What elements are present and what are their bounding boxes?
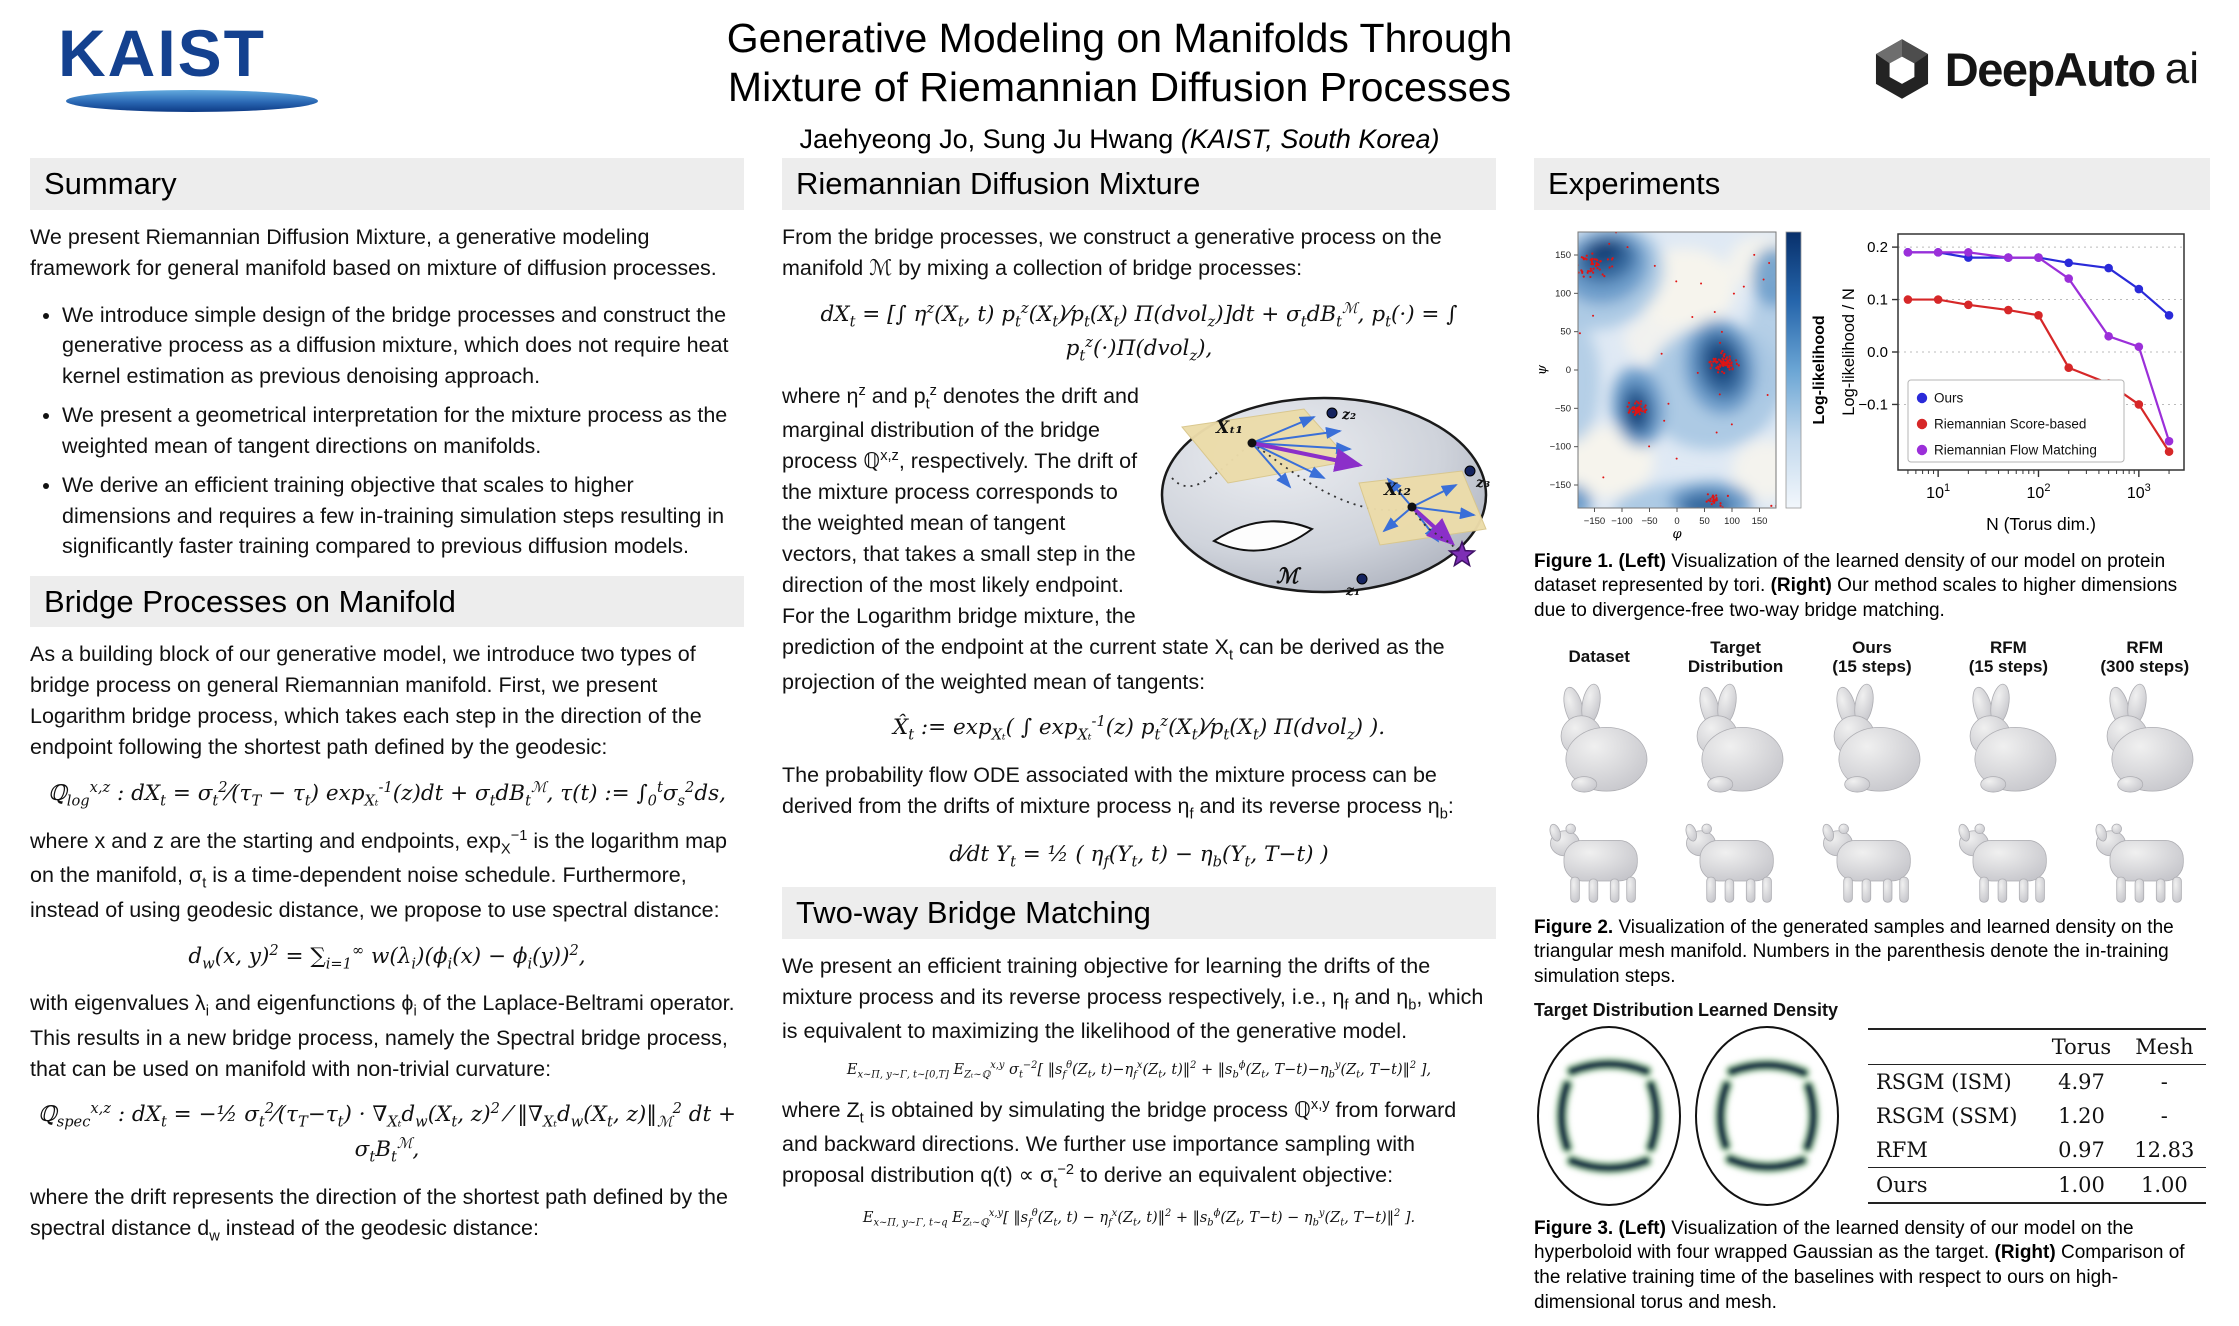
svg-text:Log-likelihood / N: Log-likelihood / N (1840, 287, 1858, 416)
svg-text:Riemannian Score-based: Riemannian Score-based (1934, 416, 2087, 432)
column-summary (30, 152, 744, 1326)
fig2-col-header: Dataset (1568, 647, 1630, 667)
figure2-caption: Figure 2. Visualization of the generated samples and learned density on the triangular mesh manifold. Numbers in the parenthesis denote the in-training simulation steps. (1534, 916, 2174, 988)
deepauto-hexagon-icon (1871, 38, 1933, 100)
label-z1: z₁ (1346, 582, 1361, 599)
fig2-mesh-render (2080, 796, 2210, 908)
svg-text:101: $10^1$ (1926, 481, 1951, 502)
training-time-table (1868, 1028, 2206, 1204)
table-row: RSGM (SSM) 1.20 - (1876, 1103, 2168, 1128)
bridge-paragraph: where the drift represents the direction of the shortest path defined by the spectral distance $d_w$ instead of the geodesic distance: (30, 1184, 728, 1245)
svg-text:100: 100 (1555, 287, 1571, 299)
fig2-mesh-render (1943, 796, 2073, 908)
svg-text:−150: −150 (1583, 515, 1606, 527)
table-row: RSGM (ISM) 4.97 - (1876, 1069, 2168, 1094)
svg-text:−50: −50 (1641, 515, 1658, 527)
equation-probability-flow-ode: d⁄dt $Y_t$ = ½ ( $\eta_f(Y_t$, $t) - \eta_b(Y_t$, T−t) ) (949, 842, 1329, 871)
mixture-paragraph: where $\eta^z$ and $p_t^z$ denotes the drift and marginal distribution of the bridge process ℚ$^{x,z}$, respectively. The drift of the mixture process corresponds to the weighted mean of tangent vectors, that takes a small step in the direction of the most likely endpoint. For the Logarithm bridge mixture, the prediction of the endpoint at the current state $X_t$ can be derived as the projection of the weighted mean of tangents: (782, 382, 1445, 694)
learned-density-disk (1692, 1023, 1842, 1209)
svg-text:Ours: Ours (1934, 390, 1964, 406)
endpoint-z3 (1465, 466, 1475, 476)
column-header-torus: Torus (2051, 1034, 2112, 1059)
fig2-col-header: RFM (15 steps) (1968, 637, 2049, 676)
target-distribution-label: Target Distribution (1534, 999, 1694, 1020)
equation-mixture-process: $dX_t$ = [∫ $\eta^z(X_t$, t) $p_t^z(X_t)⁄p_t(X_t)$ Π(dvol$_z$)]dt + $\sigma_tdB_t^ℳ$, $p_t(\cdot)$ = ∫ $p_t^z(\cdot)\Pi(dvol_z)$, (820, 299, 1458, 365)
svg-text:−50: −50 (1554, 402, 1571, 414)
kaist-logo (58, 16, 358, 112)
section-heading-experiments: Experiments (1534, 158, 2210, 210)
kaist-wordmark: KAIST (58, 16, 266, 90)
svg-text:−100: −100 (1611, 515, 1633, 527)
label-x1: Xₜ₁ (1216, 417, 1243, 438)
column-experiments (1534, 152, 2210, 1326)
svg-text:50: 50 (1699, 515, 1710, 527)
svg-text:50: 50 (1560, 326, 1571, 338)
svg-text:0: 0 (1565, 364, 1571, 376)
state-point-x1 (1248, 438, 1257, 447)
fig2-col-header: Ours (15 steps) (1832, 637, 1912, 676)
svg-text:−100: −100 (1549, 441, 1571, 453)
fig2-col-header: Target Distribution (1687, 637, 1784, 676)
svg-text:Log-likelihood: Log-likelihood (1811, 314, 1828, 425)
affiliation: (KAIST, South Korea) (1180, 124, 1440, 155)
svg-text:N (Torus dim.): N (Torus dim.) (1986, 513, 2096, 534)
equation-spectral-bridge: ℚ$_{spec}^{x,z}$ : $dX_t$ = −½ $\sigma_t^2⁄(\tau_T-\tau_t) \cdot \nabla_{X_t}d_w(X_t$, z)$^2$ ⁄ $‖\nabla_{X_t}d_w(X_t$, $z)‖_ℳ^2$ dt + $\sigma_tB_t^ℳ$, (37, 1100, 737, 1166)
summary-bullet: • We introduce simple design of the bridge processes and construct the generative process as a diffusion mixture, which does not require heat kernel estimation as previous denoising approach. (62, 300, 744, 392)
twoway-paragraph: where $Z_t$ is obtained by simulating the bridge process ℚ$^{x,y}$ from forward and backward directions. We further use importance sampling with proposal distribution $q(t) \propto \sigma_t^{-2}$ to derive an equivalent objective: (782, 1096, 1457, 1192)
authors-line (520, 124, 1720, 155)
column-header-mesh: Mesh (2135, 1034, 2194, 1059)
poster-title: Generative Modeling on Manifolds Through Mixture of Riemannian Diffusion Processes (726, 15, 1513, 111)
fig2-mesh-render (1534, 682, 1664, 794)
summary-bullet: • We derive an efficient training objective that scales to higher dimensions and requires a few in-training simulation steps resulting in significantly faster training compared to previous diffusion models. (62, 470, 744, 562)
label-x2: Xₜ₂ (1384, 479, 1411, 500)
svg-text:−0.1: −0.1 (1858, 396, 1888, 414)
equation-spectral-distance: $d_w(x$, $y)^2 = \sum_{i=1}^\infty$ $w(\lambda_i)(\phi_i(x) - \phi_i(y))^2$, (188, 941, 586, 973)
figure3 (1534, 1000, 2210, 1209)
svg-text:0.1: 0.1 (1867, 291, 1888, 309)
svg-text:ψ: ψ (1535, 364, 1550, 375)
svg-text:φ: φ (1672, 526, 1682, 542)
endpoint-z2 (1327, 408, 1337, 418)
title-block (520, 0, 1720, 155)
figure1-caption: Figure 1. (Left) Visualization of the learned density of our model on protein dataset represented by tori. (Right) Our method scales to higher dimensions due to divergence-free two-way bridge matching. (1534, 550, 2178, 622)
svg-text:0.0: 0.0 (1867, 343, 1888, 361)
figure2-mesh-grid (1534, 634, 2210, 908)
equation-endpoint-prediction: $X̂_t$ := $\exp_{X_t}$( ∫ $\exp_{X_t}^{-1}(z)$ $p_t^z(X_t)⁄p_t(X_t)$ Π(dvol$_z$) ). (892, 713, 1386, 744)
mixture-paragraph: From the bridge processes, we construct a generative process on the manifold ℳ by mixing a collection of bridge processes: (782, 224, 1442, 280)
table-row: RFM 0.97 12.83 (1868, 1133, 2206, 1168)
label-z3: z₃ (1476, 474, 1491, 491)
summary-intro: We present Riemannian Diffusion Mixture, a generative modeling framework for general manifold based on mixture of diffusion processes. (30, 224, 717, 280)
figure1 (1534, 222, 2210, 542)
svg-text:150: 150 (1555, 249, 1571, 261)
fig2-mesh-render (1807, 682, 1937, 794)
svg-text:102: $10^2$ (2026, 481, 2051, 502)
deepauto-logo (1871, 38, 2199, 100)
equation-training-objective: $E_{x\sim\Pi, y\sim\Gamma, t\sim[0,T]}$ $E_{Z_t\sim ℚ}^{x,y}$ $\sigma_t^{-2}$[ $‖s_f^\theta(Z_t$, $t)-\eta_f^x(Z_t$, t)‖$^2$ + $‖s_b^\phi(Z_t$, $T-t)-\eta_b^y(Z_t$, T−t)‖$^2$ ], (846, 1059, 1432, 1081)
hyperboloid-densities (1534, 1000, 1852, 1209)
section-heading-summary: Summary (30, 158, 744, 210)
svg-text:150: 150 (1751, 515, 1768, 527)
fig2-col-header: RFM (300 steps) (2100, 637, 2190, 676)
fig2-mesh-render (1943, 682, 2073, 794)
summary-bullets (30, 300, 744, 562)
poster-columns (0, 146, 2239, 1326)
fig2-mesh-render (1534, 796, 1664, 908)
svg-text:0: 0 (1674, 515, 1680, 527)
fig2-mesh-render (1807, 796, 1937, 908)
summary-bullet: • We present a geometrical interpretation for the mixture process as the weighted mean of tangent directions on manifolds. (62, 400, 744, 461)
svg-text:103: $10^3$ (2126, 481, 2151, 502)
density-contour-plot (1534, 222, 1830, 542)
loglikelihood-line-chart (1834, 222, 2208, 542)
fig2-mesh-render (2080, 682, 2210, 794)
svg-text:100: 100 (1724, 515, 1740, 527)
state-point-x2 (1408, 502, 1417, 511)
label-manifold: ℳ (1276, 562, 1299, 588)
target-distribution-disk (1534, 1023, 1684, 1209)
bridge-paragraph: where x and z are the starting and endpoints, $\exp_X^{-1}$ is the logarithm map on the manifold, $\sigma_t$ is a time-dependent noise schedule. Furthermore, instead of using geodesic distance, we propose to use spectral distance: (30, 827, 727, 922)
svg-text:0.2: 0.2 (1867, 238, 1888, 256)
deepauto-wordmark: DeepAuto (1944, 42, 2155, 96)
equation-importance-sampled-objective: $E_{x\sim\Pi, y\sim\Gamma, t\sim q}$ $E_{Z_t\sim ℚ}^{x,y}$[ $‖s_f^\theta(Z_t$, $t) - \eta_f^x(Z_t$, t)‖$^2$ + $‖s_b^\phi(Z_t$, $T-t) - \eta_b^y(Z_t$, T−t)‖$^2$ ]. (862, 1207, 1416, 1229)
bridge-paragraph: with eigenvalues $\lambda_i$ and eigenfunctions $\phi_i$ of the Laplace-Beltrami operator. This results in a new bridge process, namely the Spectral bridge process, that can be used on manifold with non-trivial curvature: (30, 991, 735, 1081)
mixture-text-with-figure (782, 381, 1496, 698)
svg-text:−150: −150 (1549, 479, 1571, 491)
learned-density-label: Learned Density (1697, 999, 1839, 1020)
column-method (782, 152, 1496, 1326)
fig2-mesh-render (1670, 682, 1800, 794)
table-row-ours: Ours 1.00 1.00 (1868, 1167, 2206, 1203)
label-z2: z₂ (1342, 406, 1357, 423)
author-names: Jaehyeong Jo, Sung Ju Hwang (799, 124, 1174, 155)
manifold-illustration (1154, 383, 1496, 611)
section-heading-mixture: Riemannian Diffusion Mixture (782, 158, 1496, 210)
section-heading-twoway: Two-way Bridge Matching (782, 887, 1496, 939)
deepauto-ai-suffix: ai (2164, 44, 2199, 93)
equation-log-bridge: ℚ$_{log}^{x,z}$ : $dX_t$ = $\sigma_t^2⁄(\tau_T - \tau_t) \exp_{X_t}^{-1}(z)dt + \sigma_tdB_t^ℳ$, τ(t) := $\int_0^t\sigma_s^2ds$, (48, 779, 726, 810)
section-heading-bridge: Bridge Processes on Manifold (30, 576, 744, 628)
bridge-paragraph: As a building block of our generative model, we introduce two types of bridge process on general Riemannian manifold. First, we present Logarithm bridge process, which takes each step in the direction of the endpoint following the shortest path defined by the geodesic: (30, 642, 702, 760)
twoway-paragraph: We present an efficient training objective for learning the drifts of the mixture process and its reverse process respectively, i.e., $\eta_f$ and $\eta_b$, which is equivalent to maximizing the likelihood of the generative model. (782, 953, 1484, 1043)
fig2-mesh-render (1670, 796, 1800, 908)
mixture-paragraph: The probability flow ODE associated with the mixture process can be derived from the drifts of mixture process $\eta_f$ and its reverse process $\eta_b$: (782, 763, 1454, 823)
svg-text:Riemannian Flow Matching: Riemannian Flow Matching (1934, 442, 2097, 458)
kaist-swoosh-icon (66, 90, 318, 112)
figure3-caption: Figure 3. (Left) Visualization of the learned density of our model on the hyperboloid with four wrapped Gaussian as the target. (Right) Comparison of the relative training time of the baselines with respect to ours on high-dimensional torus and mesh. (1534, 1217, 2185, 1313)
poster-header (0, 0, 2239, 155)
